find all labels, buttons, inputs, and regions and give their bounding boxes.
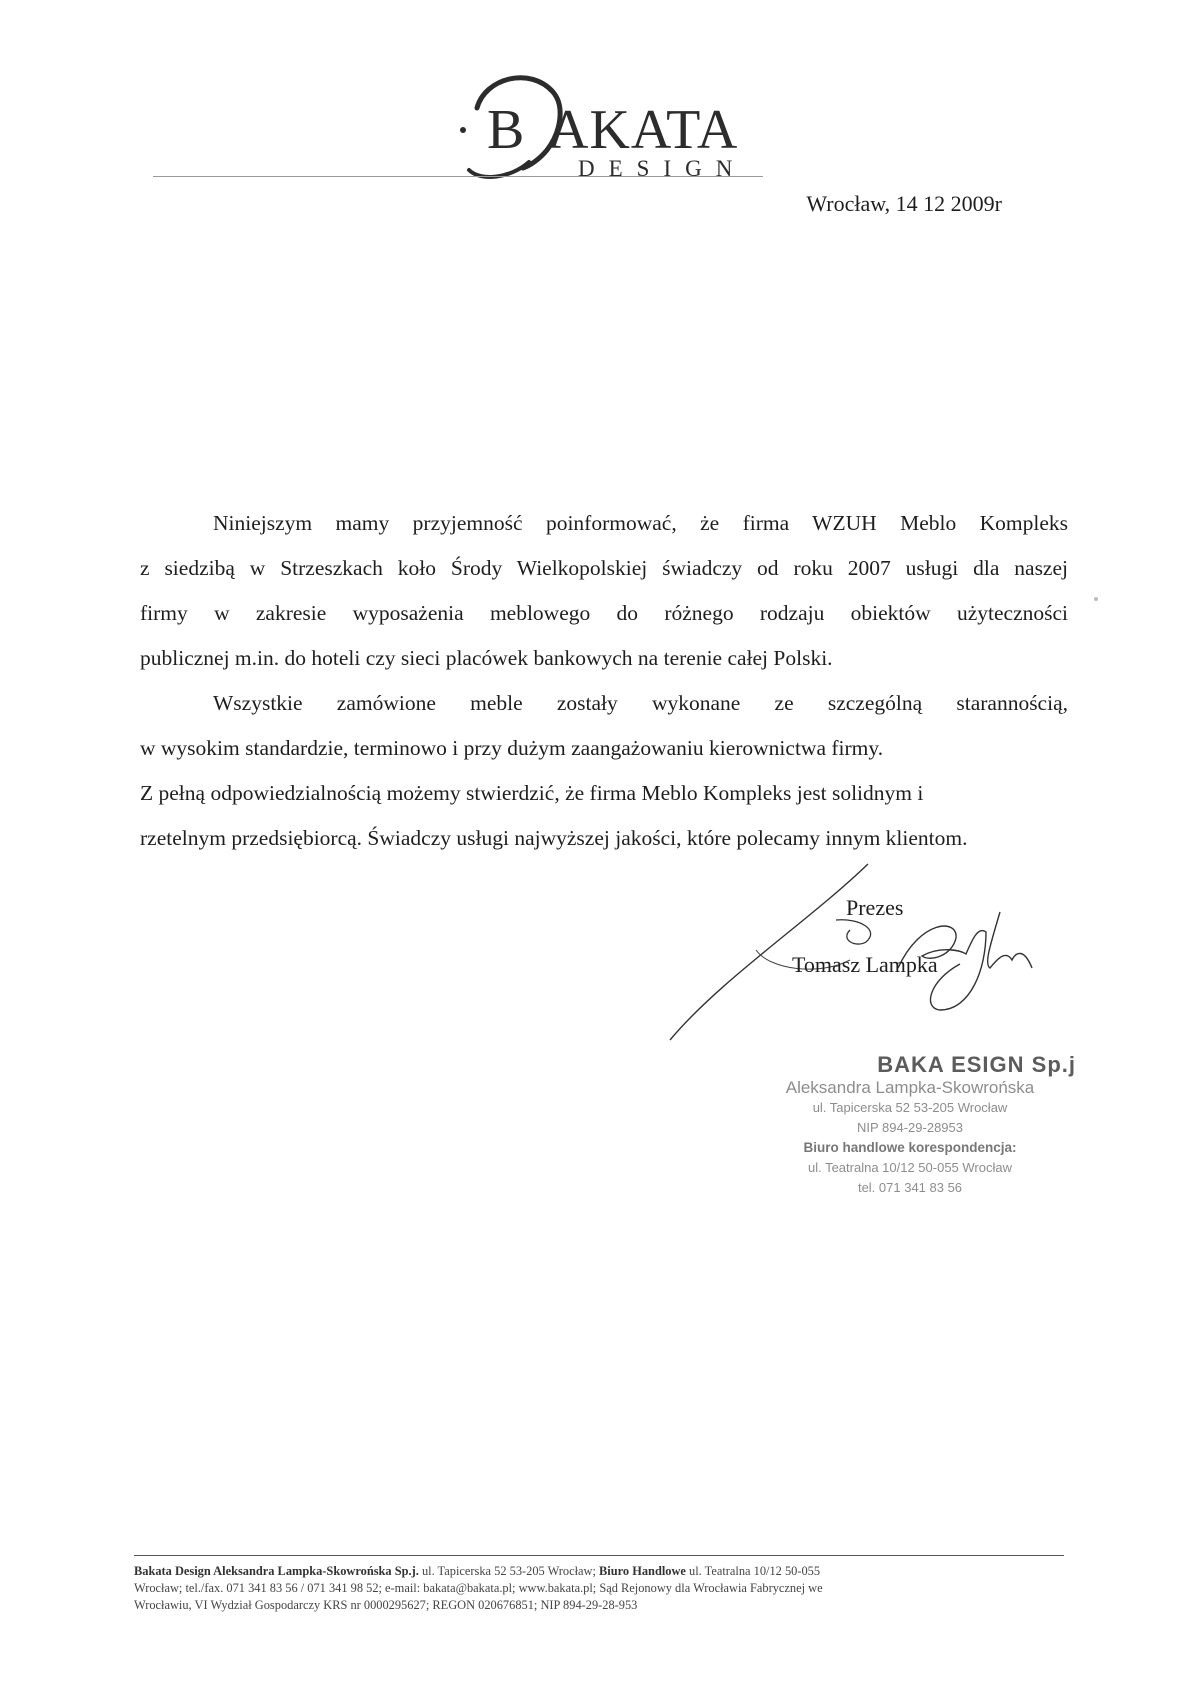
stamp-line: Biuro handlowe korespondencja: (803, 1140, 1017, 1155)
letter-footer (134, 1563, 1064, 1614)
company-stamp (740, 1052, 1080, 1198)
body-line: Wszystkie zamówione meble zostały wykonane ze szczególną starannością, (213, 691, 1068, 715)
body-line: publicznej m.in. do hoteli czy sieci placówek bankowych na terenie całej Polski. (140, 646, 833, 670)
body-line: firmy w zakresie wyposażenia meblowego do różnego rodzaju obiektów użyteczności (140, 601, 1068, 625)
footer-office-label: Biuro Handlowe (599, 1564, 686, 1578)
company-logo (455, 70, 755, 180)
body-line: rzetelnym przedsiębiorcą. Świadczy usługi najwyższej jakości, które polecamy innym klientom. (140, 826, 968, 850)
stamp-line: Aleksandra Lampka-Skowrońska (785, 1078, 1035, 1097)
logo-name: AKATA (548, 99, 739, 161)
signer-role: Prezes (846, 895, 904, 920)
letter-body (140, 501, 1068, 861)
footer-address: ul. Tapicerska 52 53-205 Wrocław; (418, 1564, 600, 1578)
footer-line: Wrocław; tel./fax. 071 341 83 56 / 071 341 98 52; e-mail: bakata@bakata.pl; www.bakata.pl; Sąd Rejonowy dla Wrocławia Fabrycznej we (134, 1581, 823, 1595)
stamp-line: ul. Teatralna 10/12 50-055 Wrocław (807, 1160, 1013, 1175)
body-line: w wysokim standardzie, terminowo i przy dużym zaangażowaniu kierownictwa firmy. (140, 736, 884, 760)
logo-subtitle: DESIGN (578, 156, 747, 181)
stamp-line: NIP 894-29-28953 (856, 1120, 963, 1135)
header-divider (153, 176, 763, 177)
footer-company: Bakata Design Aleksandra Lampka-Skowrońska Sp.j. (134, 1564, 419, 1578)
footer-line (134, 1563, 1064, 1580)
body-line: z siedzibą w Strzeszkach koło Środy Wielkopolskiej świadczy od roku 2007 usługi dla naszej (140, 556, 1068, 580)
stamp-line: ul. Tapicerska 52 53-205 Wrocław (812, 1100, 1008, 1115)
footer-divider (134, 1555, 1064, 1556)
letter-date: Wrocław, 14 12 2009r (806, 191, 1002, 216)
logo-letter: B (487, 99, 525, 161)
footer-office: ul. Teatralna 10/12 50-055 (685, 1564, 821, 1578)
stamp-title: BAKA ESIGN Sp.j (877, 1052, 1076, 1077)
scan-speck (1094, 597, 1098, 601)
body-line: Niniejszym mamy przyjemność poinformować, że firma WZUH Meblo Kompleks (213, 511, 1068, 535)
signer-name: Tomasz Lampka (792, 952, 938, 977)
stamp-line: tel. 071 341 83 56 (857, 1180, 963, 1195)
footer-line: Wrocławiu, VI Wydział Gospodarczy KRS nr 0000295627; REGON 020676851; NIP 894-29-28-953 (134, 1598, 638, 1612)
body-line: Z pełną odpowiedzialnością możemy stwierdzić, że firma Meblo Kompleks jest solidnym i (140, 781, 924, 805)
